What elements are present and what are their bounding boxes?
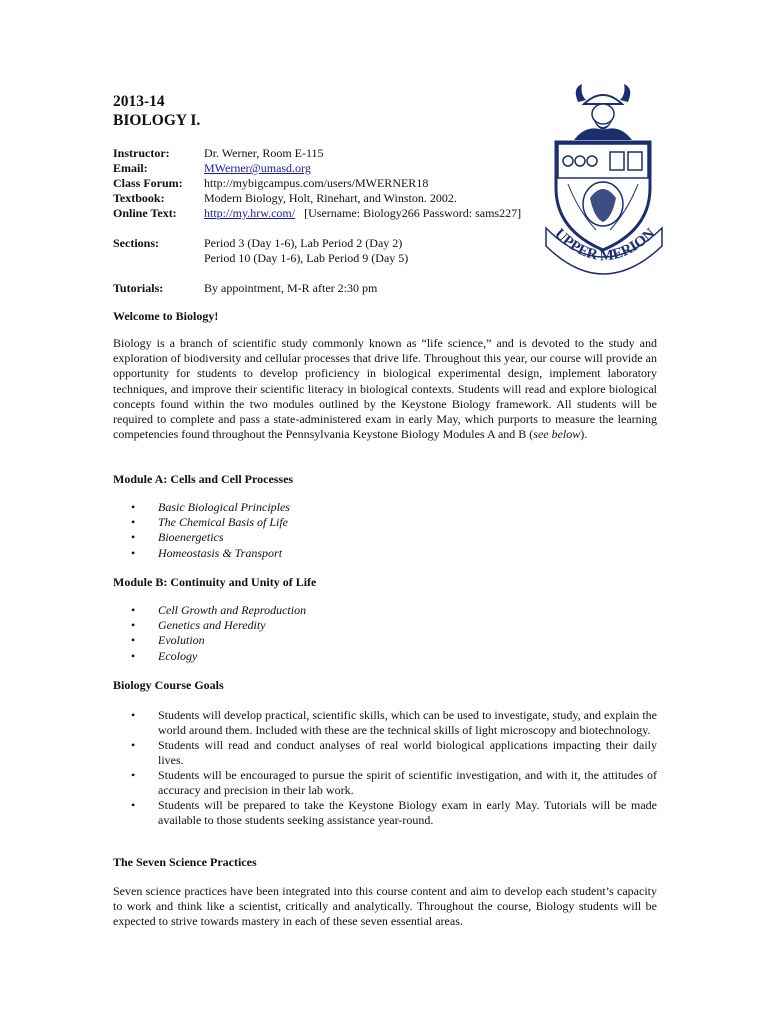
instructor-value: Dr. Werner, Room E-115 — [204, 146, 324, 160]
online-credentials: [Username: Biology266 Password: sams227] — [304, 206, 522, 220]
list-item: • Students will be prepared to take the Keystone Biology exam in early May. Tutorials will be made available to those students seeking assistance year-round. — [113, 798, 657, 828]
list-item: • Basic Biological Principles — [113, 500, 290, 515]
online-text-label: Online Text: — [113, 206, 177, 220]
list-item: • Evolution — [113, 633, 306, 648]
module-b-list — [113, 603, 306, 664]
list-item: • Ecology — [113, 649, 306, 664]
tutorials-value: By appointment, M-R after 2:30 pm — [204, 281, 378, 295]
list-item: • The Chemical Basis of Life — [113, 515, 290, 530]
email-link[interactable]: MWerner@umasd.org — [204, 161, 311, 175]
tutorials-label: Tutorials: — [113, 281, 164, 295]
instructor-label: Instructor: — [113, 146, 170, 160]
practices-paragraph: Seven science practices have been integrated into this course content and aim to develop each student’s capacity to work and think like a scientist, critically and analytically. Throughout the course, Biology students will be expected to strive towards mastery in each of these seven essential areas. — [113, 884, 657, 929]
forum-value: http://mybigcampus.com/users/MWERNER18 — [204, 176, 429, 190]
list-item: • Homeostasis & Transport — [113, 546, 290, 561]
welcome-body: Biology is a branch of scientific study commonly known as “life science,” and is devoted to the study and exploration of biodiversity and cellular processes that drive life. Throughout this year, our course will provide an opportunity for students to develop proficiency in biological experimental design, implement laboratory techniques, and improve their scientific literacy in biological contexts. Students will read and explore biological concepts found within the two modules outlined by the Keystone Biology framework. All students will be required to complete and pass a state-administered exam in early May, which purports to measure the learning competencies found throughout the Pennsylvania Keystone Biology Modules A and B ( — [113, 336, 657, 442]
module-b-title: Module B: Continuity and Unity of Life — [113, 575, 317, 589]
goals-list — [113, 708, 657, 828]
textbook-label: Textbook: — [113, 191, 165, 205]
textbook-value: Modern Biology, Holt, Rinehart, and Winston. 2002. — [204, 191, 457, 205]
list-item: • Genetics and Heredity — [113, 618, 306, 633]
online-text-value — [204, 206, 521, 221]
email-label: Email: — [113, 161, 148, 175]
sections-line-1: Period 3 (Day 1-6), Lab Period 2 (Day 2) — [204, 236, 403, 250]
module-a-title: Module A: Cells and Cell Processes — [113, 472, 294, 486]
school-crest — [538, 80, 668, 280]
list-item: • Students will be encouraged to pursue the spirit of scientific investigation, and with it, the attitudes of accuracy and precision in their lab work. — [113, 768, 657, 798]
sections-label: Sections: — [113, 236, 159, 250]
crest-banner-text: UPPER MERION — [551, 225, 659, 265]
list-item: • Students will develop practical, scientific skills, which can be used to investigate, study, and explain the world around them. Included with these are the technical skills of light microscopy and biotechnology. — [113, 708, 657, 738]
school-year: 2013-14 — [113, 93, 165, 110]
welcome-title: Welcome to Biology! — [113, 309, 219, 323]
document-heading — [113, 92, 200, 130]
list-item: • Cell Growth and Reproduction — [113, 603, 306, 618]
course-title: BIOLOGY I. — [113, 112, 201, 129]
welcome-body-end: ). — [580, 427, 588, 442]
list-item: • Bioenergetics — [113, 530, 290, 545]
practices-title: The Seven Science Practices — [113, 855, 257, 869]
viking-crest-icon — [538, 80, 668, 280]
forum-label: Class Forum: — [113, 176, 183, 190]
online-text-link[interactable]: http://my.hrw.com/ — [204, 206, 296, 220]
sections-line-2: Period 10 (Day 1-6), Lab Period 9 (Day 5) — [204, 251, 409, 265]
module-a-list — [113, 500, 290, 561]
goals-title: Biology Course Goals — [113, 678, 224, 692]
welcome-see-below: see below — [533, 427, 581, 442]
welcome-paragraph — [113, 336, 657, 442]
list-item: • Students will read and conduct analyses of real world biological applications impacting their daily lives. — [113, 738, 657, 768]
